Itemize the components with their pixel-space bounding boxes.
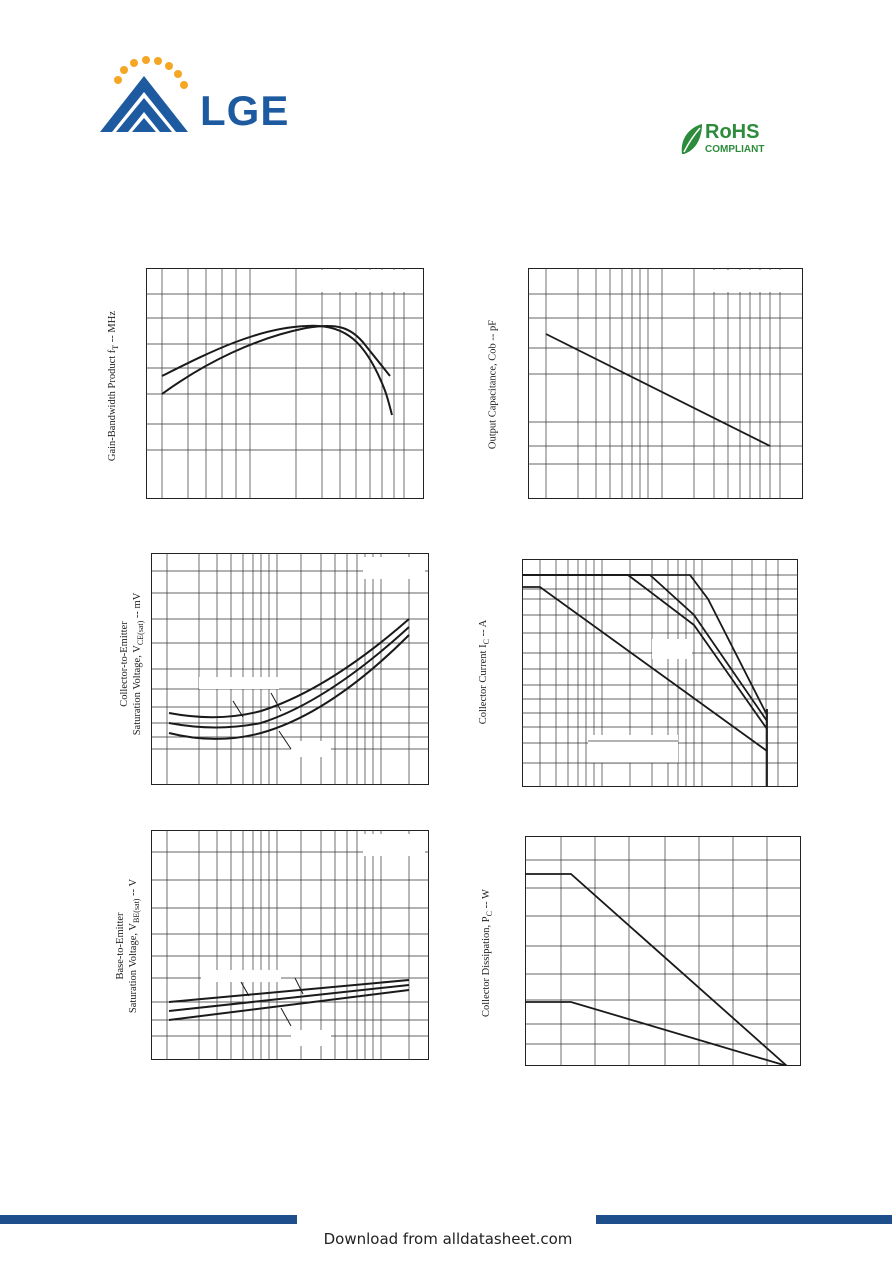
footer-download-link[interactable]: Download from alldatasheet.com [323,1230,573,1248]
rohs-subtitle: COMPLIANT [705,144,765,155]
vce-chart [151,553,429,785]
cob-line [546,334,770,446]
vce-axis-label: Collector-to-Emitter Saturation Voltage, $V_{CE(sat)}$ -- mV [119,592,146,736]
ic-line-2 [522,575,767,715]
ft-chart [146,268,424,499]
vbe-axis-label: Base-to-Emitter Saturation Voltage, $V_{BE(sat)}$ -- V [115,878,142,1014]
ft-axis-label: Gain-Bandwidth Product $f_T$ -- MHz [106,310,121,462]
vbe-grid [151,830,429,1060]
rohs-leaf-icon [678,122,704,158]
vce-grid [151,553,429,785]
cob-axis-label: Output Capacitance, Cob -- pF [487,319,499,450]
pc-line-1 [525,874,787,1066]
brand-name: LGE [200,87,290,134]
vbe-chart [151,830,429,1060]
pc-line-2 [525,1002,787,1066]
cob-chart [528,268,803,499]
ic-axis-label: Collector Current $I_C$ -- A [477,619,492,725]
logo-mountain-icon [100,76,188,132]
footer-bar-left [0,1215,297,1224]
rohs-title: RoHS [705,121,760,143]
pc-chart [525,836,801,1066]
footer-bar-right [596,1215,892,1224]
logo-sun-rays-icon [114,56,188,89]
pc-grid [525,836,801,1066]
pc-axis-label: Collector Dissipation, $P_C$ -- W [480,889,495,1018]
ic-chart [522,559,798,787]
cob-grid [528,268,803,499]
ic-line-4 [522,575,767,729]
